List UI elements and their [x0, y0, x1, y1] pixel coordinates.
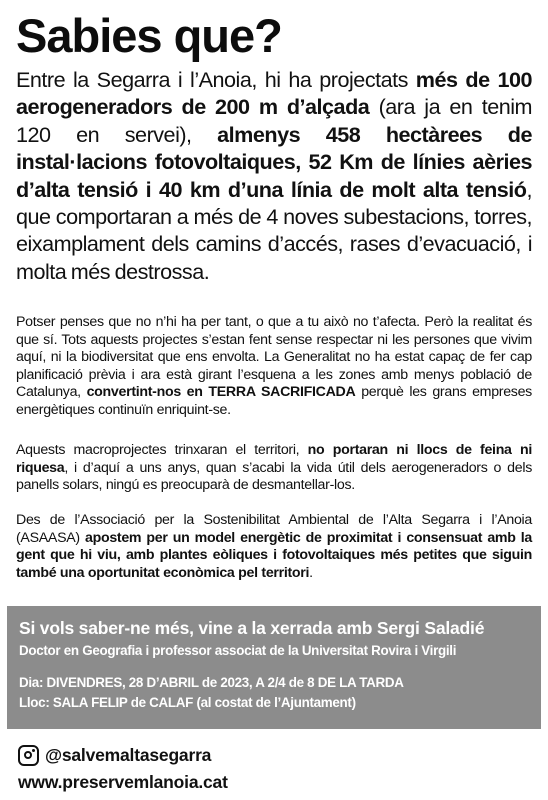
speaker-credentials: Doctor en Geografia i professor associat de la Universitat Rovira i Virgili [19, 643, 457, 658]
body-text: , i d’aquí a uns anys, quan s’acabi la vida útil dels aerogeneradors o dels panells solars, ningú es preocuparà de desmantellar-los. [16, 459, 532, 494]
body-text: Aquests macroprojectes trinxaran el territori, [16, 442, 308, 458]
body-paragraph-proposal [16, 512, 532, 582]
event-place: Lloc: SALA FELIP de CALAF (al costat de l’Ajuntament) [19, 695, 356, 710]
emphasis-text: més de 100 aerogeneradors de 200 m d’alçada [16, 67, 532, 120]
body-text: (ara ja en tenim 120 en servei), [16, 94, 532, 147]
body-paragraph-consequences [16, 442, 532, 495]
emphasis-text: no portaran ni llocs de feina ni riquesa [16, 442, 532, 476]
body-text: , que comportaran a més de 4 noves subestacions, torres, eixamplament dels camins d’accés, rases d’evacuació, i molta més destrossa. [16, 176, 532, 284]
website-link[interactable]: www.preservemlanoia.cat [18, 772, 228, 792]
event-banner [7, 606, 541, 729]
emphasis-text: convertint-nos en TERRA SACRIFICADA [86, 384, 356, 401]
body-text: . [309, 564, 313, 581]
event-date: Dia: DIVENDRES, 28 D’ABRIL de 2023, A 2/4 de 8 DE LA TARDA [19, 675, 404, 690]
emphasis-text: almenys 458 hectàrees de instal·lacions fotovoltaiques, 52 Km de línies aèries d’alta tensió i 40 km d’una línia de molt alta tensió [16, 121, 532, 202]
event-heading: Si vols saber-ne més, vine a la xerrada amb Sergi Saladié [19, 618, 485, 638]
social-handle-row[interactable] [18, 742, 211, 768]
body-text: perquè les grans empreses energètiques continuïn enriquint-se. [16, 384, 532, 418]
body-text: Potser penses que no n’hi ha per tant, o que a tu això no t’afecta. Però la realitat és que sí. Tots aquests projectes s’estan fent sense respectar ni les persones que vivim aquí, ni la biodiversitat que ens envolta. La Generalitat no ha estat capaç de fer cap planificació prèvia i ara està girant l’esquena a les zones amb menys població de Catalunya, [16, 314, 532, 401]
emphasis-text: apostem per un model energètic de proximitat i consensuat amb la gent que hi viu, amb plantes eòliques i fotovoltaiques més petites que siguin també una oportunitat econòmica pel territori [16, 529, 533, 581]
body-text: Des de l’Associació per la Sostenibilitat Ambiental de l’Alta Segarra i l’Anoia (ASAASA) [16, 512, 532, 546]
lead-paragraph [16, 66, 532, 285]
page-title: Sabies que? [16, 9, 282, 62]
instagram-handle[interactable]: @salvemaltasegarra [45, 744, 212, 765]
body-text: Entre la Segarra i l’Anoia, hi ha projectats [16, 67, 416, 92]
body-paragraph-impact [16, 314, 532, 420]
instagram-icon [18, 745, 39, 766]
